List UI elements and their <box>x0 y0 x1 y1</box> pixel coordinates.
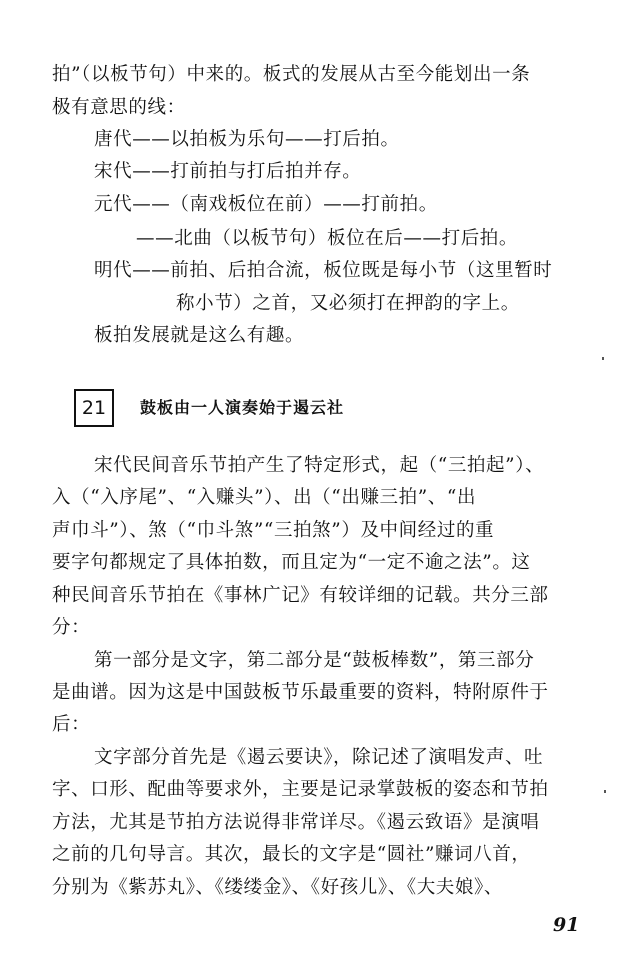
body-line: 后： <box>52 714 91 735</box>
body-line: 文字部分首先是《遏云要诀》，除记述了演唱发声、吐 <box>94 747 544 768</box>
body-line: 方法，尤其是节拍方法说得非常详尽。《遏云致语》是演唱 <box>52 812 540 833</box>
intro-line: 极有意思的线： <box>52 97 186 118</box>
page-number: 91 <box>553 914 580 936</box>
section-title: 鼓板由一人演奏始于遏云社 <box>140 398 345 417</box>
timeline-yuan-north: ——北曲（以板节句）板位在后——打后拍。 <box>136 228 519 249</box>
timeline-tang: 唐代——以拍板为乐句——打后拍。 <box>94 129 400 150</box>
section-number-box: 21 <box>74 389 114 427</box>
intro-line: 拍”（以板节句）中来的。板式的发展从古至今能划出一条 <box>52 64 531 85</box>
body-line: 种民间音乐节拍在《事林广记》有较详细的记载。共分三部 <box>52 585 549 606</box>
body-line: 之前的几句导言。其次，最长的文字是“圆社”赚词八首， <box>52 844 531 865</box>
body-line: 要字句都规定了具体拍数，而且定为“一定不逾之法”。这 <box>52 552 531 573</box>
body-line: 宋代民间音乐节拍产生了特定形式，起（“三拍起”）、 <box>94 455 545 476</box>
timeline-ming-cont: 称小节）之首，又必须打在押韵的字上。 <box>176 293 520 314</box>
body-line: 入（“入序尾”、“入赚头”）、出（“出赚三拍”、“出 <box>52 487 477 508</box>
timeline-yuan: 元代——（南戏板位在前）——打前拍。 <box>94 194 438 215</box>
body-line: 是曲谱。因为这是中国鼓板节乐最重要的资料，特附原件于 <box>52 682 549 703</box>
scan-speck <box>604 790 606 793</box>
timeline-summary: 板拍发展就是这么有趣。 <box>94 325 305 346</box>
body-line: 分别为《紫苏丸》、《缕缕金》、《好孩儿》、《大夫娘》、 <box>52 877 503 898</box>
timeline-ming: 明代——前拍、后拍合流，板位既是每小节（这里暂时 <box>94 260 553 281</box>
body-line: 分： <box>52 617 91 638</box>
body-line: 第一部分是文字，第二部分是“鼓板棒数”，第三部分 <box>94 650 535 671</box>
scan-speck <box>602 357 604 360</box>
body-line: 声巾斗”）、煞（“巾斗煞”“三拍煞”）及中间经过的重 <box>52 520 495 541</box>
timeline-song: 宋代——打前拍与打后拍并存。 <box>94 161 362 182</box>
body-line: 字、口形、配曲等要求外，主要是记录掌鼓板的姿态和节拍 <box>52 779 549 800</box>
